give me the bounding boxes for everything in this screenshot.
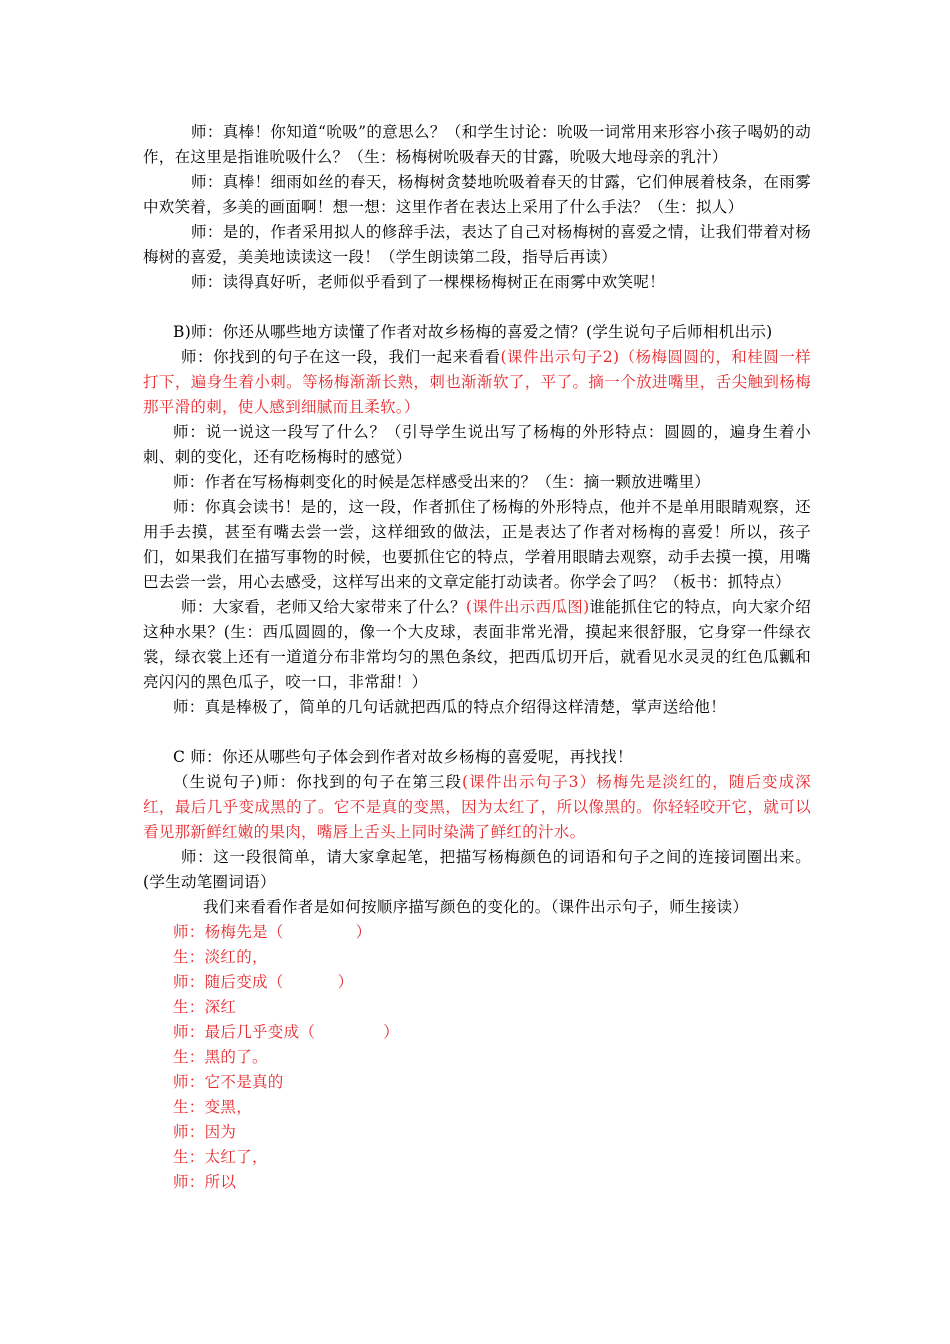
section-c-heading: C 师：你还从哪些句子体会到作者对故乡杨梅的喜爱呢，再找找！ — [173, 748, 633, 766]
dialog-line — [143, 1120, 811, 1145]
closing-paren: ） — [383, 1023, 400, 1041]
dialog-line-text: 生：太红了， — [173, 1148, 268, 1166]
dialog-line — [143, 1095, 811, 1120]
reading-dialog — [143, 920, 811, 1195]
closing-paren: ） — [337, 973, 354, 991]
paragraph: 我们来看看作者是如何按顺序描写颜色的变化的。（课件出示句子，师生接读） — [203, 898, 749, 916]
highlighted-quote: (课件出示句子3）杨梅先是淡红的，随后变成深红，最后几乎变成黑的了。它不是真的变黑，因为太红了，所以像黑的。你轻轻咬开它，就可以看见那新鲜红嫩的果肉，嘴唇上舌头上同时染满了鲜红的汁水。 — [143, 773, 811, 841]
paragraph: 师：真棒！你知道“吮吸”的意思么？（和学生讨论：吮吸一词常用来形容小孩子喝奶的动作，在这里是指谁吮吸什么？（生：杨梅树吮吸春天的甘露，吮吸大地母亲的乳汁） — [143, 123, 811, 166]
dialog-line-text: 师：因为 — [173, 1123, 237, 1141]
paragraph-lead: 师：大家看，老师又给大家带来了什么？ — [181, 598, 466, 616]
paragraph-tail: 谁能抓住它的特点，向大家介绍这种水果？(生：西瓜圆圆的，像一个大皮球，表面非常光滑，摸起来很舒服，它身穿一件绿衣裳，绿衣裳上还有一道道分布非常均匀的黑色条纹，把西瓜切开后，就看见水灵灵的红色瓜瓤和亮闪闪的黑色瓜子，咬一口，非常甜！） — [143, 598, 812, 691]
spacer — [143, 295, 811, 320]
paragraph: 师：真棒！细雨如丝的春天，杨梅树贪婪地吮吸着春天的甘露，它们伸展着枝条，在雨雾中欢笑着，多美的画面啊！想一想：这里作者在表达上采用了什么手法？（生：拟人） — [143, 173, 811, 216]
dialog-line-text: 师：随后变成（ — [173, 973, 284, 991]
paragraph: 师：作者在写杨梅刺变化的时候是怎样感受出来的？（生：摘一颗放进嘴里） — [173, 473, 711, 491]
dialog-line — [143, 1170, 811, 1195]
section-b-heading: B)师：你还从哪些地方读懂了作者对故乡杨梅的喜爱之情？(学生说句子后师相机出示) — [173, 323, 773, 341]
dialog-line — [143, 1045, 811, 1070]
paragraph-lead: 师：你找到的句子在这一段，我们一起来看看 — [181, 348, 501, 366]
closing-paren: ） — [355, 923, 372, 941]
dialog-line — [143, 970, 811, 995]
highlighted-quote: (课件出示西瓜图) — [465, 598, 590, 616]
paragraph: 师：说一说这一段写了什么？（引导学生说出写了杨梅的外形特点：圆圆的，遍身生着小刺、刺的变化，还有吃杨梅时的感觉） — [143, 423, 811, 466]
paragraph-lead: （生说句子)师：你找到的句子在第三段 — [173, 773, 463, 791]
dialog-line — [143, 995, 811, 1020]
lesson-text — [143, 120, 811, 1195]
dialog-line-text: 师：杨梅先是（ — [173, 923, 284, 941]
dialog-line — [143, 1145, 811, 1170]
highlighted-quote: (课件出示句子2)（杨梅圆圆的，和桂圆一样打下，遍身生着小刺。等杨梅渐渐长熟，刺也渐渐软了，平了。摘一个放进嘴里，舌尖触到杨梅那平滑的刺，使人感到细腻而且柔软。） — [143, 348, 811, 416]
dialog-line — [143, 1020, 811, 1045]
paragraph: 师：读得真好听，老师似乎看到了一棵棵杨梅树正在雨雾中欢笑呢！ — [191, 273, 666, 291]
paragraph: 师：你真会读书！是的，这一段，作者抓住了杨梅的外形特点，他并不是单用眼睛观察，还用手去摸，甚至有嘴去尝一尝，这样细致的做法，正是表达了作者对杨梅的喜爱！所以，孩子们，如果我们在描写事物的时候，也要抓住它的特点，学着用眼睛去观察，动手去摸一摸，用嘴巴去尝一尝，用心去感受，这样写出来的文章定能打动读者。你学会了吗？（板书：抓特点） — [143, 498, 811, 591]
paragraph: 师：是的，作者采用拟人的修辞手法，表达了自己对杨梅树的喜爱之情，让我们带着对杨梅树的喜爱，美美地读读这一段！（学生朗读第二段，指导后再读） — [143, 223, 811, 266]
dialog-line — [143, 920, 811, 945]
dialog-line-text: 生：黑的了。 — [173, 1048, 268, 1066]
dialog-line — [143, 1070, 811, 1095]
dialog-line-text: 师：所以 — [173, 1173, 237, 1191]
dialog-line-text: 师：它不是真的 — [173, 1073, 284, 1091]
dialog-line-text: 生：变黑， — [173, 1098, 253, 1116]
dialog-line-text: 生：淡红的， — [173, 948, 268, 966]
paragraph — [143, 345, 811, 420]
spacer — [143, 720, 811, 745]
dialog-line — [143, 945, 811, 970]
paragraph — [143, 770, 811, 845]
paragraph — [143, 595, 811, 695]
paragraph: 师：这一段很简单，请大家拿起笔，把描写杨梅颜色的词语和句子之间的连接词圈出来。(学生动笔圈词语） — [143, 848, 811, 891]
dialog-line-text: 师：最后几乎变成（ — [173, 1023, 316, 1041]
dialog-line-text: 生：深红 — [173, 998, 237, 1016]
paragraph: 师：真是棒极了，简单的几句话就把西瓜的特点介绍得这样清楚，掌声送给他！ — [173, 698, 727, 716]
